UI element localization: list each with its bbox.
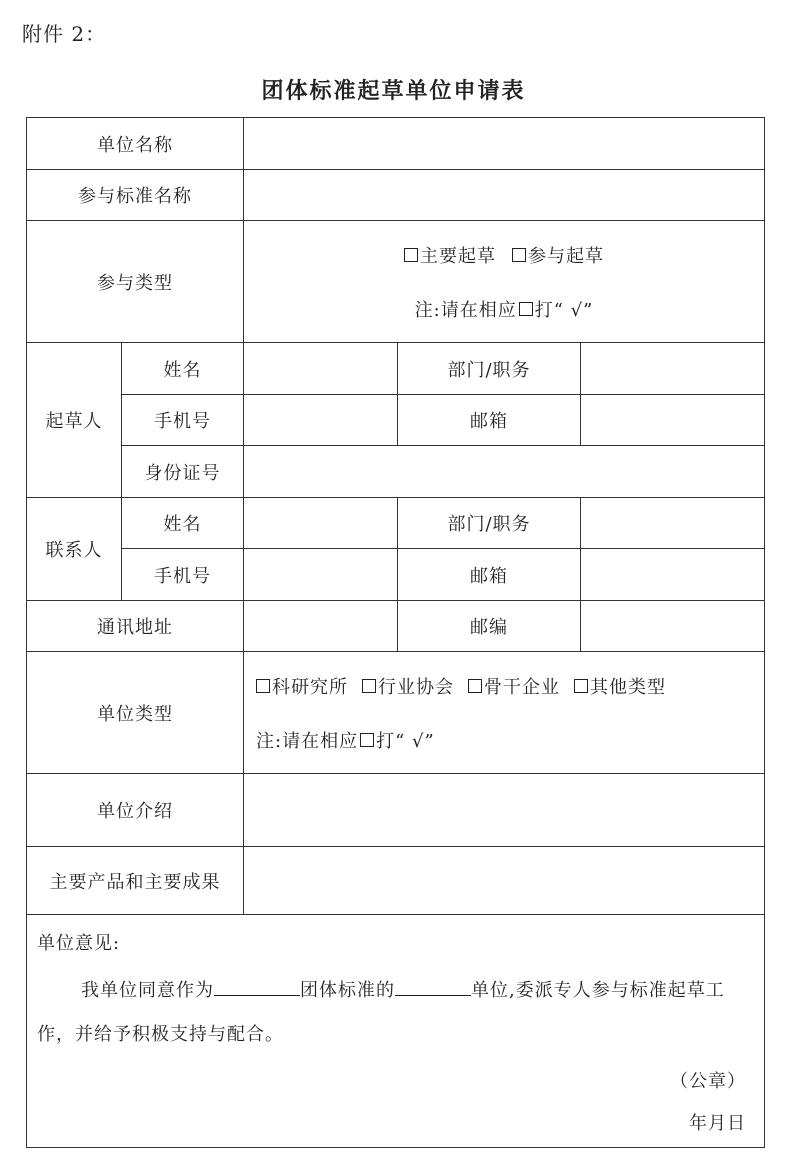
label-contact-name: 姓名 <box>122 498 244 549</box>
input-standard-name[interactable] <box>244 170 765 221</box>
checkbox-participant[interactable] <box>512 248 526 262</box>
option-enterprise[interactable] <box>468 673 560 699</box>
option-research-label: 科研究所 <box>272 676 348 698</box>
opinion-text-part1: 我单位同意作为 <box>81 980 214 1001</box>
checkbox-other[interactable] <box>574 679 588 693</box>
input-drafter-name[interactable] <box>244 343 398 395</box>
note-checkbox-icon <box>519 302 533 316</box>
input-contact-dept[interactable] <box>581 498 765 549</box>
checkbox-enterprise[interactable] <box>468 679 482 693</box>
label-standard-name: 参与标准名称 <box>27 170 244 221</box>
option-participant[interactable] <box>512 242 604 268</box>
label-drafter-mobile: 手机号 <box>122 395 244 446</box>
attachment-label: 附件 2： <box>22 22 107 46</box>
label-contact-dept: 部门/职务 <box>398 498 581 549</box>
input-contact-name[interactable] <box>244 498 398 549</box>
label-unit-intro: 单位介绍 <box>27 774 244 847</box>
input-drafter-id[interactable] <box>244 446 765 498</box>
participation-note <box>244 296 764 322</box>
input-drafter-email[interactable] <box>581 395 765 446</box>
option-research[interactable] <box>256 673 348 699</box>
label-participation-type: 参与类型 <box>27 221 244 343</box>
label-drafter-name: 姓名 <box>122 343 244 395</box>
unit-opinion-cell <box>27 915 765 1148</box>
input-products[interactable] <box>244 847 765 915</box>
opinion-text-part2: 团体标准的 <box>300 980 395 1001</box>
date-label: 年月日 <box>689 1113 747 1134</box>
note-suffix: 打“ √” <box>534 299 594 321</box>
checkbox-association[interactable] <box>362 679 376 693</box>
form-title: 团体标准起草单位申请表 <box>261 79 526 104</box>
participation-options <box>244 242 764 268</box>
option-main-drafter-label: 主要起草 <box>420 245 496 267</box>
label-products: 主要产品和主要成果 <box>27 847 244 915</box>
checkbox-main-drafter[interactable] <box>404 248 418 262</box>
label-contact-email: 邮箱 <box>398 549 581 601</box>
note-prefix: 注:请在相应 <box>414 299 517 321</box>
input-address[interactable] <box>244 601 398 652</box>
input-unit-intro[interactable] <box>244 774 765 847</box>
option-participant-label: 参与起草 <box>528 245 604 267</box>
label-contact-mobile: 手机号 <box>122 549 244 601</box>
input-contact-email[interactable] <box>581 549 765 601</box>
opinion-text <box>37 969 754 1057</box>
input-contact-mobile[interactable] <box>244 549 398 601</box>
input-drafter-dept[interactable] <box>581 343 765 395</box>
option-other[interactable] <box>574 673 666 699</box>
participation-type-cell <box>244 221 765 343</box>
unit-type-note <box>244 727 764 753</box>
option-other-label: 其他类型 <box>590 676 666 698</box>
label-drafter: 起草人 <box>27 343 122 498</box>
unit-type-options <box>244 673 764 699</box>
input-postcode[interactable] <box>581 601 765 652</box>
label-postcode: 邮编 <box>398 601 581 652</box>
label-unit-name: 单位名称 <box>27 118 244 170</box>
option-association[interactable] <box>362 673 454 699</box>
option-main-drafter[interactable] <box>404 242 496 268</box>
input-unit-name[interactable] <box>244 118 765 170</box>
label-drafter-email: 邮箱 <box>398 395 581 446</box>
label-unit-type: 单位类型 <box>27 652 244 774</box>
note-checkbox-icon <box>360 733 374 747</box>
unit-type-cell <box>244 652 765 774</box>
opinion-text-part3: 单位,委派专人参与标准起草工作，并给予积极支持与配合。 <box>37 980 725 1045</box>
option-association-label: 行业协会 <box>378 676 454 698</box>
seal-label: （公章） <box>670 1071 747 1092</box>
label-address: 通讯地址 <box>27 601 244 652</box>
option-enterprise-label: 骨干企业 <box>484 676 560 698</box>
input-drafter-mobile[interactable] <box>244 395 398 446</box>
checkbox-research[interactable] <box>256 679 270 693</box>
blank-role[interactable] <box>395 975 471 996</box>
note-suffix: 打“ √” <box>376 730 435 752</box>
opinion-label: 单位意见: <box>37 933 121 954</box>
blank-standard-name[interactable] <box>214 975 300 996</box>
application-form-table <box>26 117 765 1148</box>
label-drafter-dept: 部门/职务 <box>398 343 581 395</box>
label-drafter-id: 身份证号 <box>122 446 244 498</box>
label-contact: 联系人 <box>27 498 122 601</box>
note-prefix: 注:请在相应 <box>256 730 359 752</box>
